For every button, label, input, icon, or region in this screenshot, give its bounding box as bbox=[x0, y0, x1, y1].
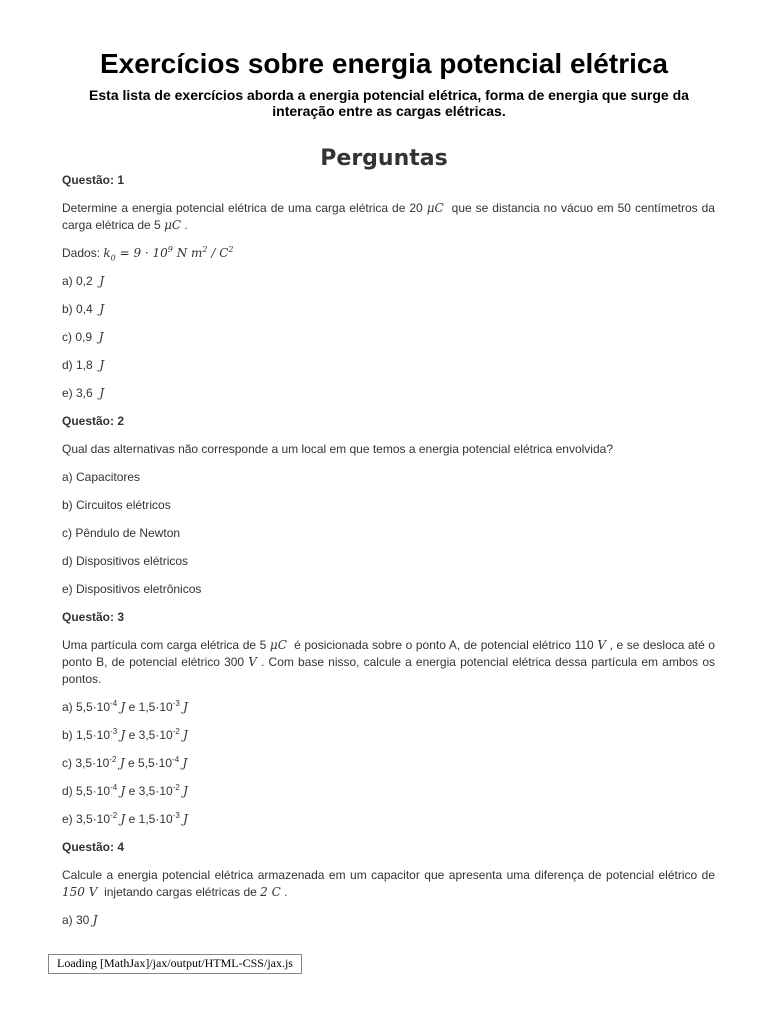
exponent: -3 bbox=[172, 811, 180, 820]
option-d[interactable] bbox=[62, 783, 715, 800]
option-unit: J bbox=[99, 274, 105, 288]
option-text: e 3,5·10 bbox=[128, 728, 173, 742]
question-label: Questão: 2 bbox=[62, 414, 125, 428]
k-symbol: k bbox=[103, 246, 111, 260]
option-unit: J bbox=[120, 784, 126, 798]
k-constant bbox=[103, 245, 234, 263]
option-unit: J bbox=[99, 386, 105, 400]
text-fragment: é posicionada sobre o ponto A, de potencial elétrico 110 bbox=[294, 638, 594, 652]
option-text: c) 0,9 bbox=[62, 330, 93, 344]
option-b[interactable] bbox=[62, 301, 715, 318]
option-text: e) 3,5·10 bbox=[62, 812, 111, 826]
option-a[interactable] bbox=[62, 912, 715, 929]
option-a[interactable] bbox=[62, 699, 715, 716]
exponent: -4 bbox=[110, 699, 118, 708]
option-unit: J bbox=[92, 913, 98, 927]
option-text: a) 30 bbox=[62, 913, 90, 927]
text-fragment: que se distancia no vácuo em 50 centímetros da carga elétrica de 5 bbox=[62, 201, 715, 232]
section-title: Perguntas bbox=[320, 146, 448, 171]
option-unit: J bbox=[120, 700, 126, 714]
exponent: -3 bbox=[110, 727, 118, 736]
option-e[interactable]: e) Dispositivos eletrônicos bbox=[62, 582, 202, 596]
option-e[interactable] bbox=[62, 385, 715, 402]
exponent: -3 bbox=[172, 699, 180, 708]
option-unit: J bbox=[99, 358, 105, 372]
option-unit: J bbox=[183, 812, 188, 826]
option-b[interactable]: b) Circuitos elétricos bbox=[62, 498, 171, 512]
option-a[interactable] bbox=[62, 273, 715, 290]
option-d[interactable] bbox=[62, 357, 715, 374]
k-exponent: 2 bbox=[228, 245, 234, 254]
option-text: d) 5,5·10 bbox=[62, 784, 111, 798]
option-unit: J bbox=[98, 330, 104, 344]
question-1 bbox=[62, 172, 715, 402]
k-units: / C bbox=[211, 246, 229, 260]
question-label: Questão: 1 bbox=[62, 173, 125, 187]
exponent: -2 bbox=[172, 727, 180, 736]
option-unit: J bbox=[99, 302, 105, 316]
k-units: N m bbox=[176, 246, 203, 260]
page-subtitle: Esta lista de exercícios aborda a energia potencial elétrica, forma de energia que surge da interação entre as cargas elétricas. bbox=[89, 87, 689, 119]
option-c[interactable] bbox=[62, 755, 715, 772]
question-text: Qual das alternativas não corresponde a um local em que temos a energia potencial elétrica envolvida? bbox=[62, 442, 613, 456]
math-value: 2 C bbox=[260, 885, 281, 899]
math-unit: V bbox=[597, 638, 606, 652]
option-text: e 1,5·10 bbox=[128, 700, 173, 714]
option-text: d) 1,8 bbox=[62, 358, 93, 372]
question-3 bbox=[62, 609, 715, 828]
question-4 bbox=[62, 839, 715, 929]
option-unit: J bbox=[120, 812, 126, 826]
exponent: -4 bbox=[172, 755, 180, 764]
option-text: e 3,5·10 bbox=[128, 784, 173, 798]
text-fragment: Determine a energia potencial elétrica de uma carga elétrica de 20 bbox=[62, 201, 423, 215]
exponent: -4 bbox=[110, 783, 118, 792]
option-text: e 1,5·10 bbox=[128, 812, 173, 826]
dados-label: Dados: bbox=[62, 246, 101, 260]
question-label: Questão: 4 bbox=[62, 840, 125, 854]
option-unit: J bbox=[183, 700, 188, 714]
question-text bbox=[62, 200, 715, 234]
option-text: a) 0,2 bbox=[62, 274, 93, 288]
k-equation: = 9 · 10 bbox=[119, 246, 168, 260]
option-e[interactable] bbox=[62, 811, 715, 828]
mathjax-loading-status: Loading [MathJax]/jax/output/HTML-CSS/jax.js bbox=[48, 954, 302, 974]
k-exponent: 9 bbox=[167, 245, 173, 254]
option-b[interactable] bbox=[62, 727, 715, 744]
question-text bbox=[62, 867, 715, 901]
text-fragment: Uma partícula com carga elétrica de 5 bbox=[62, 638, 267, 652]
page-title: Exercícios sobre energia potencial elétrica bbox=[99, 48, 669, 79]
k-exponent: 2 bbox=[202, 245, 208, 254]
exponent: -2 bbox=[172, 783, 180, 792]
option-unit: J bbox=[182, 756, 188, 770]
question-label: Questão: 3 bbox=[62, 610, 125, 624]
option-text: e 5,5·10 bbox=[127, 756, 173, 770]
text-fragment: . Com base nisso, calcule a energia potencial elétrica dessa partícula em ambos os pontos. bbox=[62, 655, 715, 686]
option-a[interactable]: a) Capacitores bbox=[62, 470, 141, 484]
k-sub: 0 bbox=[110, 253, 116, 263]
question-data bbox=[62, 245, 715, 262]
option-unit: J bbox=[119, 756, 125, 770]
math-unit: V bbox=[248, 655, 257, 669]
text-fragment: , e se desloca até o ponto B, de potencial elétrico 300 bbox=[62, 638, 715, 669]
option-unit: J bbox=[183, 728, 188, 742]
exponent: -2 bbox=[109, 755, 117, 764]
exponent: -2 bbox=[110, 811, 118, 820]
math-unit: μC bbox=[269, 638, 287, 652]
text-fragment: . bbox=[184, 218, 188, 232]
option-text: c) 3,5·10 bbox=[62, 756, 110, 770]
option-text: b) 0,4 bbox=[62, 302, 93, 316]
option-text: b) 1,5·10 bbox=[62, 728, 111, 742]
question-list bbox=[62, 172, 715, 940]
math-value: 150 V bbox=[62, 885, 98, 899]
math-unit: μC bbox=[164, 218, 182, 232]
option-unit: J bbox=[120, 728, 126, 742]
question-2 bbox=[62, 413, 715, 598]
text-fragment: Calcule a energia potencial elétrica armazenada em um capacitor que apresenta uma diferença de potencial elétrico de bbox=[62, 868, 715, 882]
option-unit: J bbox=[183, 784, 188, 798]
option-text: e) 3,6 bbox=[62, 386, 93, 400]
question-text bbox=[62, 637, 715, 688]
option-c[interactable] bbox=[62, 329, 715, 346]
option-text: a) 5,5·10 bbox=[62, 700, 111, 714]
option-d[interactable]: d) Dispositivos elétricos bbox=[62, 554, 189, 568]
text-fragment: injetando cargas elétricas de bbox=[104, 885, 257, 899]
text-fragment: . bbox=[284, 885, 288, 899]
math-unit: μC bbox=[426, 201, 444, 215]
option-c[interactable]: c) Pêndulo de Newton bbox=[62, 526, 181, 540]
